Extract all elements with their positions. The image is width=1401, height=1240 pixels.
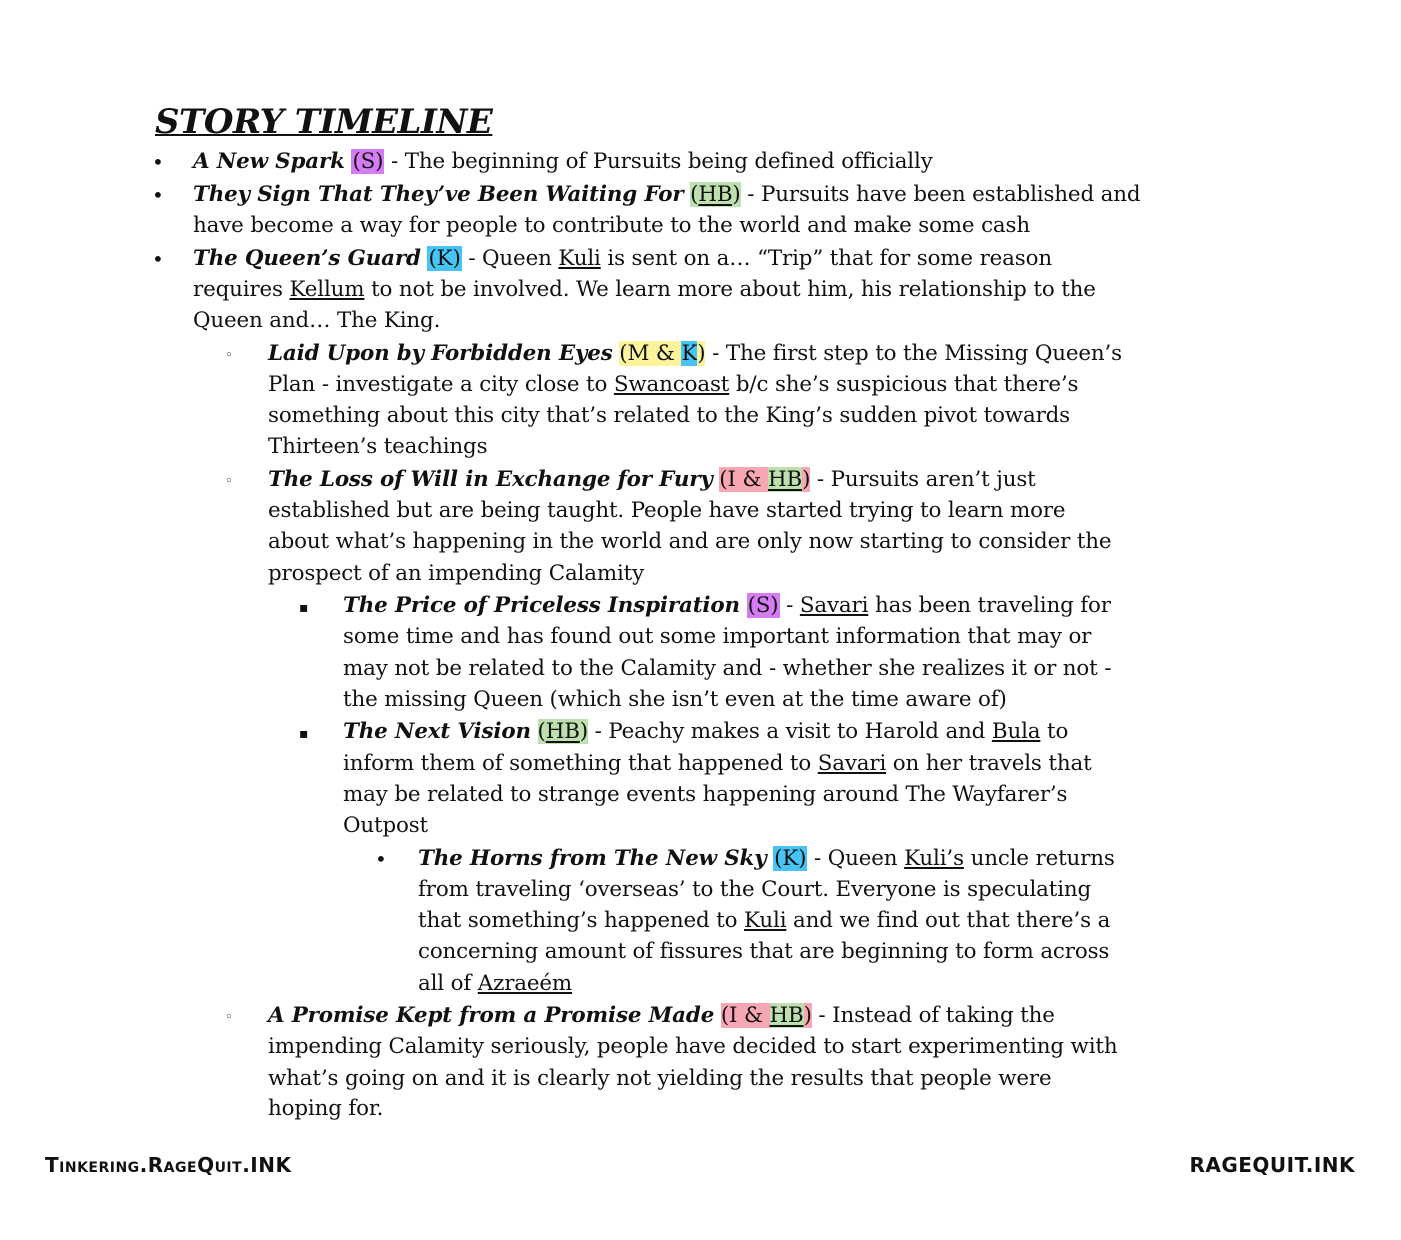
entry-text: requires: [193, 277, 290, 302]
page-title: [155, 102, 492, 142]
entry-text: - Pursuits aren’t just: [810, 467, 1036, 492]
character-tag-i: ): [802, 467, 811, 492]
spellcheck-flagged-word: Kuli’s: [904, 846, 964, 871]
timeline-continuation-line: [418, 970, 572, 998]
title-text: STORY TIMELINE: [155, 102, 493, 142]
entry-text: prospect of an impending Calamity: [268, 561, 645, 586]
character-tag-hb: HB: [545, 719, 580, 744]
entry-text: to not be involved. We learn more about him, his relationship to the: [364, 277, 1096, 302]
character-tag-i: (I &: [720, 1003, 770, 1028]
entry-text: established but are being taught. People have started trying to learn more: [268, 498, 1066, 523]
entry-text: - Queen: [461, 246, 559, 271]
entry-text: - The beginning of Pursuits being defined officially: [384, 149, 933, 174]
entry-text: something about this city that’s related to the King’s sudden pivot towards: [268, 403, 1071, 428]
timeline-continuation-line: [418, 876, 1091, 904]
entry-text: is sent on a… “Trip” that for some reason: [600, 246, 1052, 271]
timeline-entry-line: [193, 148, 933, 176]
entry-text: [531, 719, 538, 744]
timeline-continuation-line: [268, 560, 644, 588]
timeline-continuation-line: [268, 402, 1070, 430]
timeline-entry-line: [343, 718, 1068, 746]
character-tag-hb: HB: [767, 467, 803, 492]
hollow-bullet-icon: ◦: [225, 1010, 233, 1025]
entry-title: The Queen’s Guard: [193, 246, 421, 271]
timeline-continuation-line: [343, 623, 1091, 651]
entry-text: all of: [418, 971, 478, 996]
character-tag-m: ): [697, 341, 706, 366]
entry-text: impending Calamity seriously, people have decided to start experimenting with: [268, 1034, 1118, 1059]
spellcheck-flagged-word: Kuli: [558, 246, 601, 271]
entry-text: - Instead of taking the: [811, 1003, 1055, 1028]
entry-title: The Horns from The New Sky: [418, 846, 767, 871]
timeline-continuation-line: [268, 1095, 383, 1123]
entry-title: They Sign That They’ve Been Waiting For: [193, 182, 684, 207]
spellcheck-flagged-word: Kellum: [289, 277, 365, 302]
timeline-entry-line: [268, 466, 1036, 494]
hollow-bullet-icon: ◦: [225, 474, 233, 489]
entry-text: - Pursuits have been established and: [740, 182, 1141, 207]
timeline-continuation-line: [268, 1065, 1052, 1093]
timeline-continuation-line: [268, 528, 1111, 556]
timeline-continuation-line: [268, 433, 487, 461]
entry-text: - Peachy makes a visit to Harold and: [588, 719, 992, 744]
timeline-continuation-line: [343, 655, 1111, 683]
timeline-continuation-line: [418, 938, 1109, 966]
character-tag-hb: HB: [698, 182, 733, 207]
entry-text: Plan - investigate a city close to: [268, 372, 614, 397]
character-tag-hb: ): [732, 182, 741, 207]
footer-left-logo: Tinkering.RageQuit.INK: [45, 1153, 292, 1177]
entry-text: the missing Queen (which she isn’t even at the time aware of): [343, 687, 1007, 712]
hollow-bullet-icon: ◦: [225, 348, 233, 363]
timeline-continuation-line: [193, 276, 1096, 304]
entry-text: concerning amount of fissures that are beginning to form across: [418, 939, 1110, 964]
entry-title: The Next Vision: [343, 719, 531, 744]
entry-text: to: [1040, 719, 1069, 744]
timeline-continuation-line: [268, 497, 1065, 525]
timeline-entry-line: [193, 181, 1140, 209]
character-tag-s: (S): [352, 149, 384, 174]
timeline-continuation-line: [343, 812, 428, 840]
timeline-continuation-line: [343, 781, 1067, 809]
entry-title: A New Spark: [193, 149, 345, 174]
character-tag-i: ): [803, 1003, 812, 1028]
timeline-continuation-line: [268, 371, 1078, 399]
entry-text: about what’s happening in the world and are only now starting to consider the: [268, 529, 1112, 554]
entry-text: what’s going on and it is clearly not yielding the results that people were: [268, 1066, 1052, 1091]
entry-text: may be related to strange events happening around The Wayfarer’s: [343, 782, 1068, 807]
entry-text: hoping for.: [268, 1096, 384, 1121]
timeline-entry-line: [343, 592, 1111, 620]
timeline-continuation-line: [268, 1033, 1117, 1061]
character-tag-s: (S): [747, 593, 779, 618]
entry-text: inform them of something that happened to: [343, 751, 818, 776]
spellcheck-flagged-word: Savari: [817, 751, 887, 776]
timeline-continuation-line: [193, 307, 440, 335]
spellcheck-flagged-word: Azraeém: [477, 971, 573, 996]
entry-text: uncle returns: [963, 846, 1115, 871]
entry-text: on her travels that: [886, 751, 1092, 776]
timeline-entry-line: [193, 245, 1052, 273]
timeline-continuation-line: [193, 212, 1030, 240]
timeline-entry-line: [418, 845, 1115, 873]
entry-text: has been traveling for: [868, 593, 1111, 618]
square-bullet-icon: ▪: [299, 726, 309, 742]
entry-text: [714, 1003, 721, 1028]
timeline-continuation-line: [418, 907, 1110, 935]
timeline-entry-line: [268, 1002, 1055, 1030]
character-tag-hb: (: [690, 182, 699, 207]
entry-title: A Promise Kept from a Promise Made: [268, 1003, 715, 1028]
bullet-icon: •: [375, 847, 387, 871]
entry-text: - The first step to the Missing Queen’s: [705, 341, 1122, 366]
entry-text: Queen and… The King.: [193, 308, 441, 333]
character-tag-hb: ): [579, 719, 588, 744]
entry-text: -: [779, 593, 800, 618]
entry-text: Outpost: [343, 813, 429, 838]
character-tag-k: (K): [774, 846, 807, 871]
footer-right-logo: RAGEQUIT.INK: [1189, 1153, 1355, 1177]
entry-text: - Queen: [807, 846, 905, 871]
character-tag-k: K: [681, 341, 698, 366]
square-bullet-icon: ▪: [299, 600, 309, 616]
bullet-icon: •: [152, 183, 164, 207]
entry-text: from traveling ‘overseas’ to the Court. Everyone is speculating: [418, 877, 1092, 902]
entry-text: that something’s happened to: [418, 908, 745, 933]
character-tag-i: (I &: [719, 467, 768, 492]
character-tag-hb: (: [537, 719, 546, 744]
timeline-entry-line: [268, 340, 1122, 368]
spellcheck-flagged-word: Bula: [991, 719, 1041, 744]
character-tag-m: (M &: [619, 341, 682, 366]
timeline-continuation-line: [343, 750, 1092, 778]
timeline-continuation-line: [343, 686, 1007, 714]
character-tag-k: (K): [428, 246, 461, 271]
entry-text: have become a way for people to contribute to the world and make some cash: [193, 213, 1030, 238]
entry-title: Laid Upon by Forbidden Eyes: [268, 341, 613, 366]
entry-text: and we find out that there’s a: [786, 908, 1111, 933]
spellcheck-flagged-word: Swancoast: [613, 372, 730, 397]
character-tag-hb: HB: [769, 1003, 804, 1028]
entry-text: Thirteen’s teachings: [268, 434, 488, 459]
spellcheck-flagged-word: Savari: [799, 593, 869, 618]
entry-text: [740, 593, 747, 618]
entry-text: some time and has found out some important information that may or: [343, 624, 1092, 649]
bullet-icon: •: [152, 247, 164, 271]
bullet-icon: •: [152, 150, 164, 174]
entry-text: may not be related to the Calamity and - whether she realizes it or not -: [343, 656, 1112, 681]
entry-title: The Loss of Will in Exchange for Fury: [268, 467, 713, 492]
spellcheck-flagged-word: Kuli: [744, 908, 787, 933]
entry-text: b/c she’s suspicious that there’s: [729, 372, 1079, 397]
entry-title: The Price of Priceless Inspiration: [343, 593, 740, 618]
